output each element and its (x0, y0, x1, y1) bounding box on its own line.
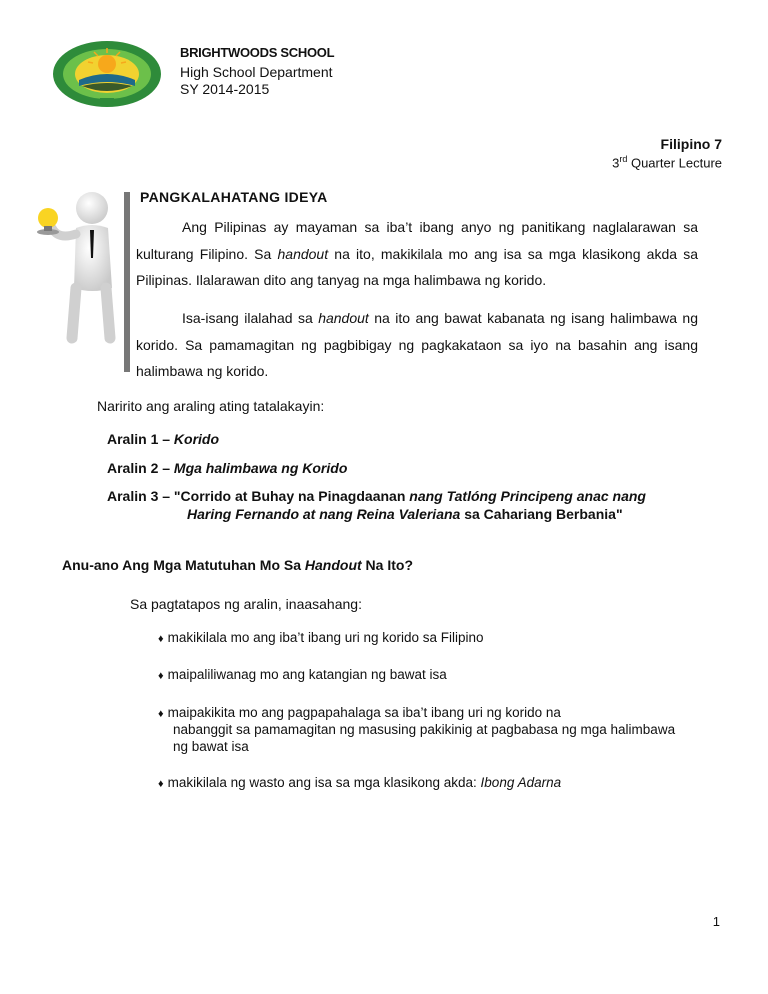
objective-item: ♦ makikilala ng wasto ang isa sa mga klasikong akda: Ibong Adarna (158, 775, 562, 790)
objective-item: ♦ maipakikita mo ang pagpapahalaga sa iba’t ibang uri ng korido na (158, 705, 561, 720)
objective-item-continued: ng bawat isa (173, 739, 249, 754)
diamond-bullet-icon: ♦ (158, 708, 164, 720)
lesson-3: Aralin 3 – "Corrido at Buhay na Pinagdaanan nang Tatlóng Principeng anac nang (107, 488, 646, 504)
objective-item: ♦ maipaliliwanag mo ang katangian ng bawat isa (158, 667, 447, 682)
subject-title: Filipino 7 (660, 136, 722, 152)
overview-paragraph-1: Ang Pilipinas ay mayaman sa iba’t ibang anyo ng panitikang naglalarawan sa kulturang Filipino. Sa handout na ito, makikilala mo ang isa sa mga klasikong akda sa Pilipinas. Ilalarawan dito ang tanyag na mga halimbawa ng korido. (136, 219, 698, 288)
school-year: SY 2014-2015 (180, 81, 270, 97)
objective-item-continued: nabanggit sa pamamagitan ng masusing pakikinig at pagbabasa ng mga halimbawa (173, 722, 676, 737)
diamond-bullet-icon: ♦ (158, 778, 164, 790)
school-name: BRIGHTWOODS SCHOOL (180, 45, 335, 60)
objectives-intro: Sa pagtatapos ng aralin, inaasahang: (130, 596, 362, 612)
objectives-heading: Anu-ano Ang Mga Matutuhan Mo Sa Handout Na Ito? (62, 557, 414, 573)
person-with-lightbulb-icon (36, 188, 126, 348)
diamond-bullet-icon: ♦ (158, 633, 164, 645)
diamond-bullet-icon: ♦ (158, 670, 164, 682)
lesson-1: Aralin 1 – Korido (107, 431, 220, 447)
school-logo (52, 40, 162, 108)
lesson-2: Aralin 2 – Mga halimbawa ng Korido (107, 460, 348, 476)
section-heading-overview: PANGKALAHATANG IDEYA (140, 189, 328, 205)
lesson-3-continued: Haring Fernando at nang Reina Valeriana sa Cahariang Berbania" (187, 506, 623, 522)
overview-paragraph-2: Isa-isang ilalahad sa handout na ito ang bawat kabanata ng isang halimbawa ng korido. Sa pamamagitan ng pagbibigay ng pagkakataon sa iyo na basahin ang isang halimbawa ng korido. (136, 310, 698, 379)
quarter-label: 3rd Quarter Lecture (612, 154, 722, 171)
objective-item: ♦ makikilala mo ang iba’t ibang uri ng korido sa Filipino (158, 630, 484, 645)
page-number: 1 (712, 914, 720, 929)
lessons-intro: Naririto ang araling ating tatalakayin: (97, 398, 325, 414)
side-bar-divider (124, 192, 130, 372)
department: High School Department (180, 64, 333, 80)
